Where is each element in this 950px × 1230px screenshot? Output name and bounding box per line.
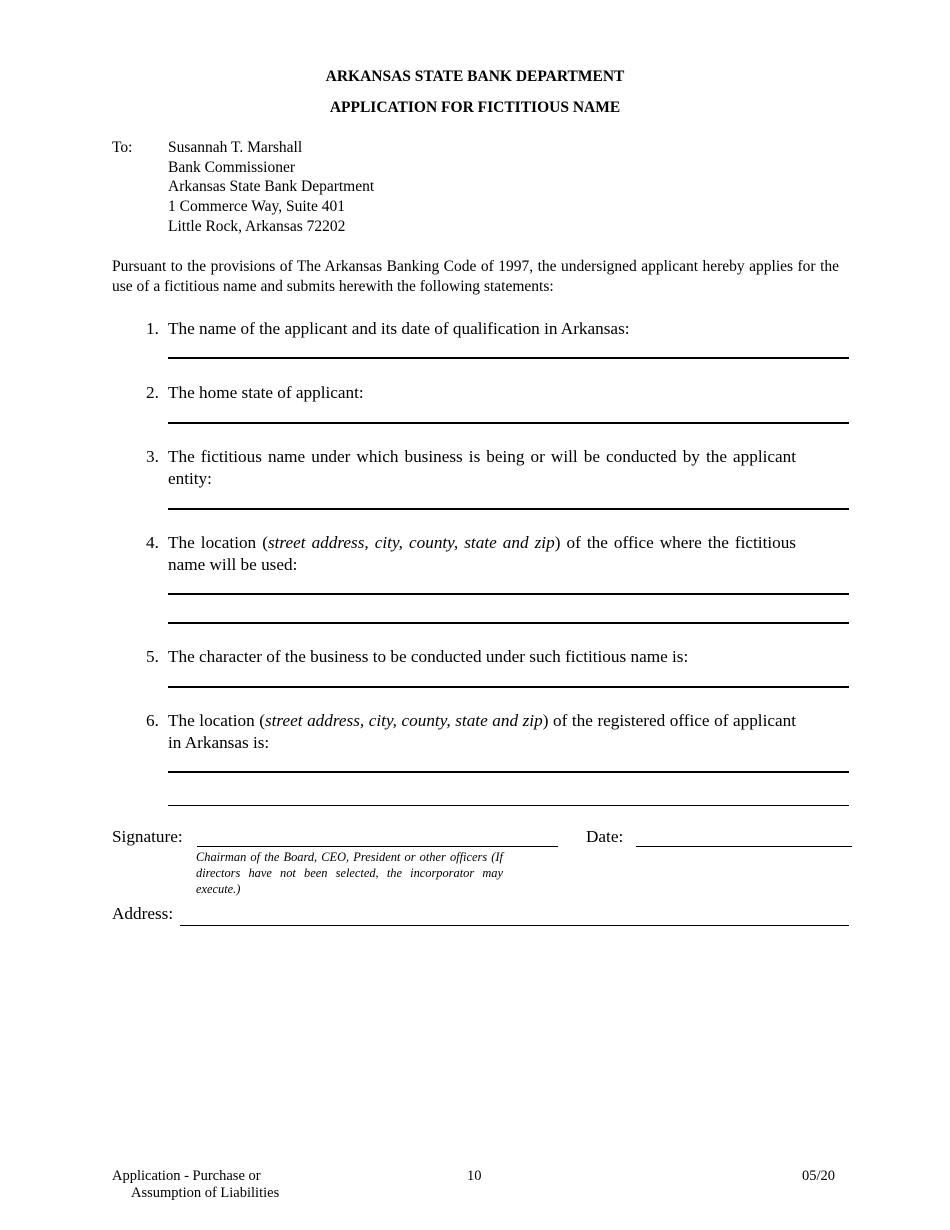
item-6-text-pre: The location ( (168, 711, 265, 730)
item-6-text (168, 710, 796, 754)
item-4-answer-line-1[interactable] (168, 593, 849, 595)
recipient-line: 1 Commerce Way, Suite 401 (168, 198, 345, 216)
item-4-answer-line-2[interactable] (168, 622, 849, 624)
page-number: 10 (467, 1168, 482, 1184)
item-number: 5. (146, 647, 159, 666)
footer-line-1: Application - Purchase or (112, 1168, 261, 1184)
date-label: Date: (586, 827, 624, 846)
revision-date: 05/20 (802, 1168, 836, 1184)
recipient-line: Susannah T. Marshall (168, 139, 303, 156)
item-number: 1. (146, 319, 159, 338)
signature-line[interactable] (197, 846, 558, 847)
item-2-answer-line[interactable] (168, 422, 849, 424)
item-5-text: The character of the business to be conducted under such fictitious name is: (168, 647, 689, 666)
item-3-answer-line[interactable] (168, 508, 849, 510)
item-4-text (168, 532, 796, 576)
item-4-text-italic: street address, city, county, state and zip (267, 533, 555, 552)
item-number: 4. (146, 533, 159, 552)
item-6-text-post: ) of the registered office of applicant in Arkansas is: (168, 711, 796, 752)
footer-line-2: Assumption of Liabilities (131, 1184, 280, 1201)
item-6-answer-line-1[interactable] (168, 771, 849, 773)
item-number: 2. (146, 383, 159, 402)
footer-form-name (112, 1168, 279, 1201)
signature-label: Signature: (112, 827, 183, 846)
item-number: 3. (146, 447, 159, 466)
item-4-text-pre: The location ( (168, 533, 268, 552)
item-5-answer-line[interactable] (168, 686, 849, 688)
item-number: 6. (146, 711, 159, 730)
item-1-text: The name of the applicant and its date of qualification in Arkansas: (168, 319, 630, 338)
item-1-answer-line[interactable] (168, 357, 849, 359)
item-4-text-post: ) of the office where the fictitious name will be used: (168, 533, 796, 574)
intro-paragraph: Pursuant to the provisions of The Arkansas Banking Code of 1997, the undersigned applicant hereby applies for the use of a fictitious name and submits herewith the following statements: (112, 258, 839, 295)
signature-note: Chairman of the Board, CEO, President or other officers (If directors have not been selected, the incorporator may execute.) (196, 850, 503, 896)
to-label: To: (112, 139, 133, 156)
recipient-address (168, 138, 374, 237)
address-label: Address: (112, 904, 174, 923)
recipient-line: Bank Commissioner (168, 158, 296, 176)
date-line[interactable] (636, 846, 852, 847)
recipient-line: Arkansas State Bank Department (168, 178, 375, 196)
item-6-text-italic: street address, city, county, state and zip (264, 711, 543, 730)
recipient-line: Little Rock, Arkansas 72202 (168, 217, 346, 235)
address-line[interactable] (180, 925, 849, 926)
department-heading: ARKANSAS STATE BANK DEPARTMENT (325, 68, 625, 85)
form-title: APPLICATION FOR FICTITIOUS NAME (329, 99, 621, 116)
item-6-answer-line-2[interactable] (168, 805, 849, 806)
item-3-text: The fictitious name under which business is being or will be conducted by the applicant entity: (168, 447, 796, 488)
item-2-text: The home state of applicant: (168, 383, 364, 402)
